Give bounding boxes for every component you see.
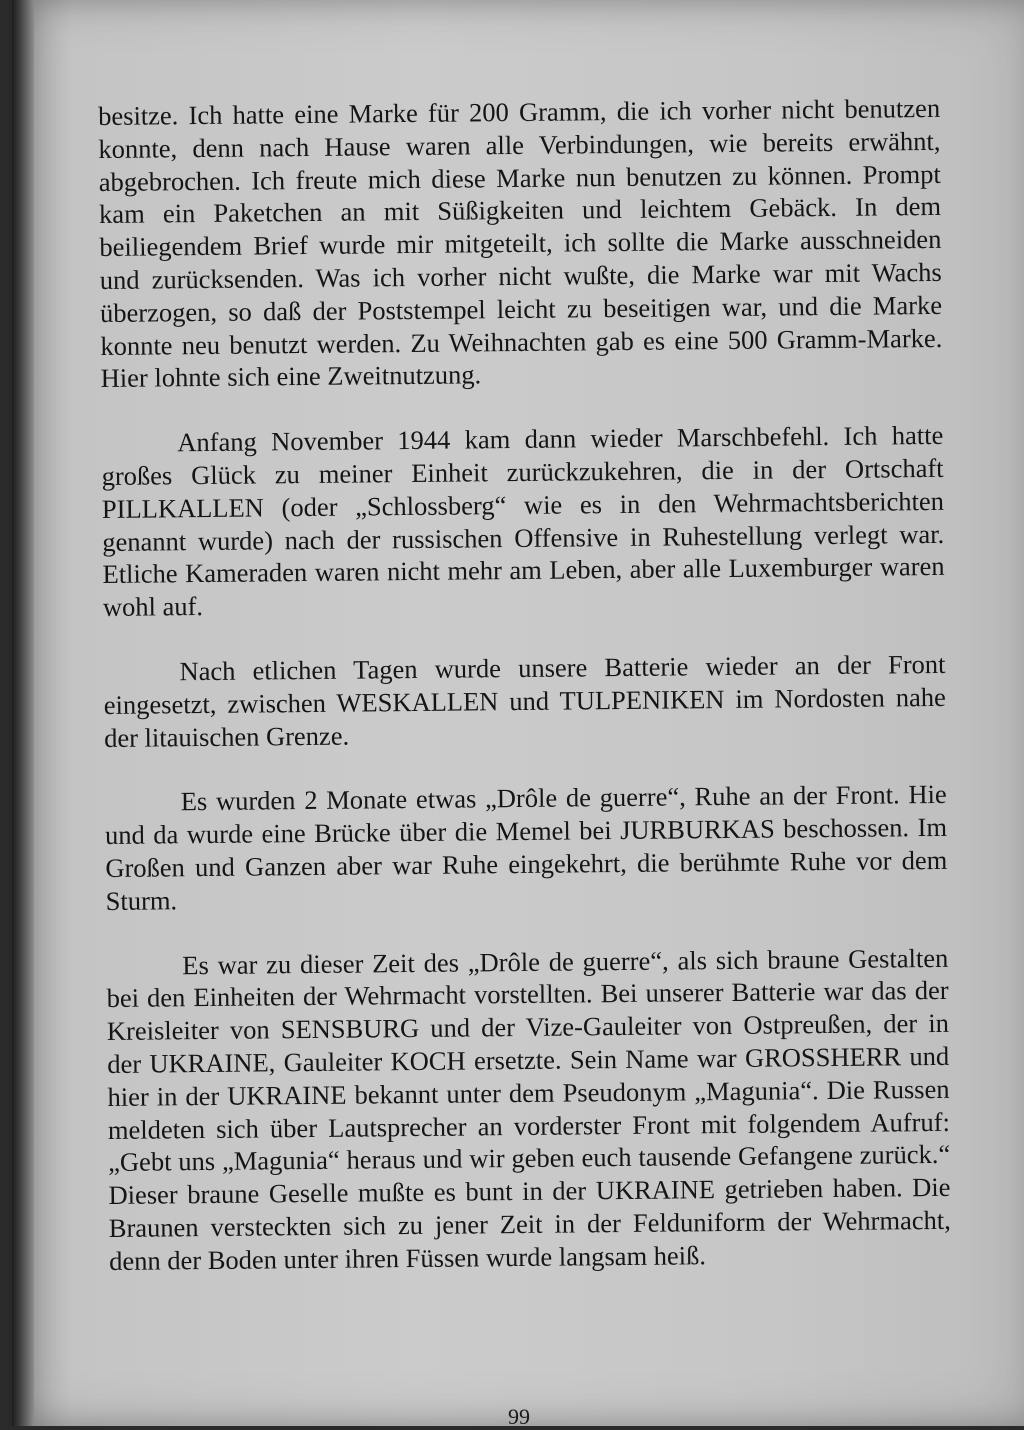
- page-binding-edge: [12, 0, 34, 1426]
- paragraph-4: Es wurden 2 Monate etwas „Drôle de guerre“, Ruhe an der Front. Hie und da wurde eine Brücke über die Memel bei JURBURKAS beschossen. Im Großen und Ganzen aber war Ruhe eingekehrt, die berühmte Ruhe vor dem Sturm.: [104, 779, 948, 916]
- paragraph-5: Es war zu dieser Zeit des „Drôle de guerre“, als sich braune Gestalten bei den Einheiten der Wehrmacht vorstellten. Bei unserer Batterie war das der Kreisleiter von SENSBURG und der Vize-Gauleiter von Ostpreußen, der in der UKRAINE, Gauleiter KOCH ersetzte. Sein Name war GROSSHERR und hier in der UKRAINE bekannt unter dem Pseudonym „Magunia“. Die Russen meldeten sich über Lautsprecher an vorderster Front mit folgendem Aufruf: „Gebt uns „Magunia“ heraus und wir geben euch tausende Gefangene zurück.“ Dieser braune Geselle mußte es bunt in der UKRAINE getrieben haben. Die Braunen versteckten sich zu jener Zeit in der Felduniform der Wehrmacht, denn der Boden unter ihren Füssen wurde langsam heiß.: [106, 942, 951, 1276]
- paragraph-2: Anfang November 1944 kam dann wieder Marschbefehl. Ich hatte großes Glück zu meiner Einheit zurückzukehren, die in der Ortschaft PILLKALLEN (oder „Schlossberg“ wie es in den Wehrmachtsberichten genannt wurde) nach der russischen Offensive in Ruhestellung verlegt war. Etliche Kameraden waren nicht mehr am Leben, aber alle Luxemburger waren wohl auf.: [101, 420, 945, 623]
- paragraph-1: besitze. Ich hatte eine Marke für 200 Gramm, die ich vorher nicht benutzen konnte, denn nach Hause waren alle Verbindungen, wie bereits erwähnt, abgebrochen. Ich freute mich diese Marke nun benutzen zu können. Prompt kam ein Paketchen an mit Süßigkeiten und leichtem Gebäck. In dem beiliegendem Brief wurde mir mitgeteilt, ich sollte die Marke ausschneiden und zurücksenden. Was ich vorher nicht wußte, die Marke war mit Wachs überzogen, so daß der Poststempel leicht zu beseitigen war, und die Marke konnte neu benutzt werden. Zu Weihnachten gab es eine 500 Gramm-Marke. Hier lohnte sich eine Zweitnutzung.: [98, 92, 943, 394]
- book-page: [12, 0, 1024, 1429]
- body-text: [98, 92, 952, 1310]
- page-number: 99: [508, 1404, 530, 1429]
- paragraph-3: Nach etlichen Tagen wurde unsere Batterie wieder an der Front eingesetzt, zwischen WESKALLEN und TULPENIKEN im Nordosten nahe der litauischen Grenze.: [103, 648, 946, 753]
